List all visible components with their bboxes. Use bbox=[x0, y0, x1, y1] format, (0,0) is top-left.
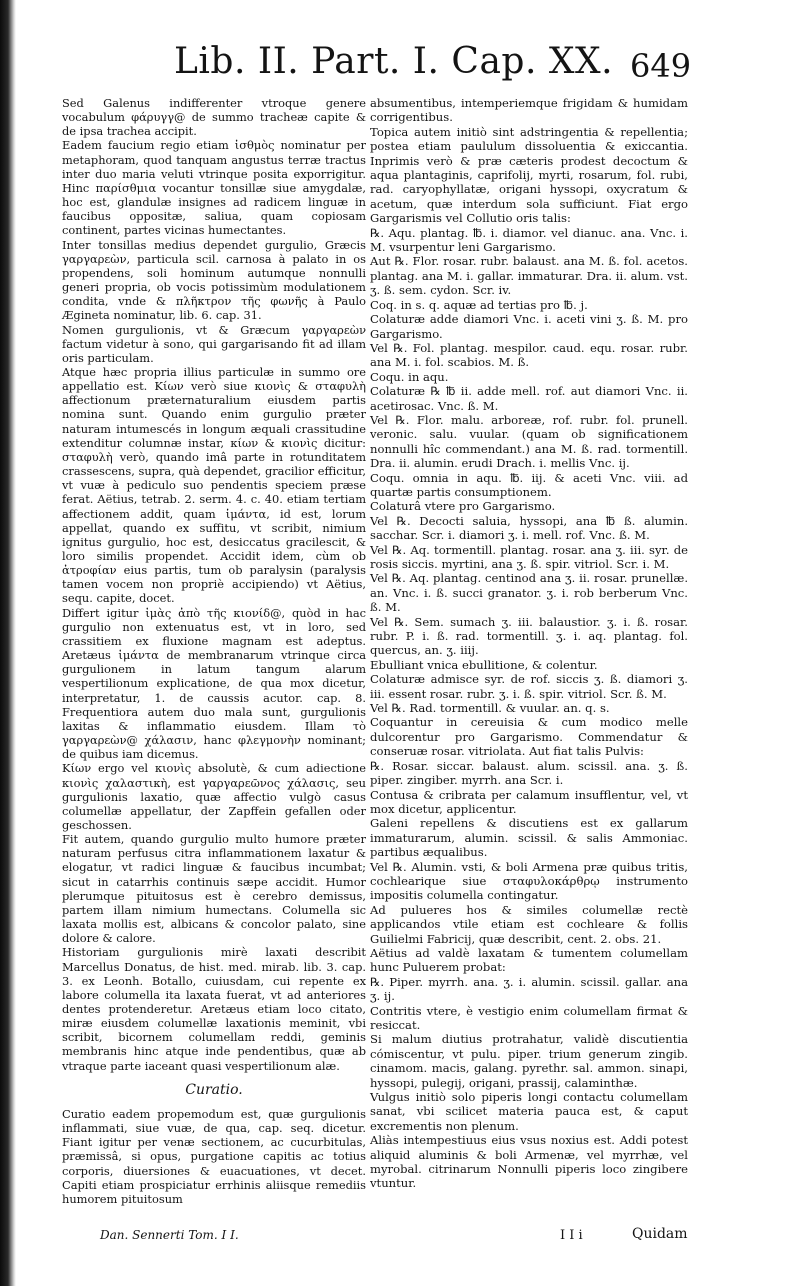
recipe-line: ℞. Aqu. plantag. ℔. i. diamor. vel dianuc. ana. Vnc. i. M. vsurpentur leni Gargarismo. bbox=[370, 225, 688, 255]
paragraph: Aëtius ad valdè laxatam & tumentem columellam hunc Puluerem probat: bbox=[370, 945, 688, 975]
paragraph: absumentibus, intemperiemque frigidam & humidam corrigentibus. bbox=[370, 96, 688, 125]
recipe-line: ℞. Piper. myrrh. ana. ʒ. i. alumin. scissil. gallar. ana ʒ. ij. bbox=[370, 974, 688, 1004]
paragraph: Coquantur in cereuisia & cum modico melle dulcorentur pro Gargarismo. Commendatur & conseruæ rosar. vitriolata. Aut fiat talis Pulvis: bbox=[370, 715, 688, 759]
recipe-line: Vel ℞. Aq. plantag. centinod ana ʒ. ii. rosar. prunellæ. an. Vnc. i. ß. succi granator. ʒ. i. rob berberum Vnc. ß. M. bbox=[370, 571, 688, 615]
paragraph: Curatio eadem propemodum est, quæ gurgulionis inflammati, siue vuæ, de qua, cap. seq. dicetur. Fiant igitur per venæ sectionem, ac cucurbitulas, præmissâ, si opus, purgatione capitis ac totius corporis, diuersiones & euacuationes, vt decet. Capiti etiam prospiciatur errhinis aliisque remediis humorem pituitosum bbox=[62, 1106, 366, 1206]
paragraph: Inter tonsillas medius dependet gurgulio, Græcis γαργαρεὼν, particula scil. carnosa à palato in os propendens, soli hominum autumque nonnulli generi propria, ob vocis potissimùm modulationem condita, vnde & πλῆκτρον τῆς φωνῆς à Paulo Ægineta nominatur, lib. 6. cap. 31. bbox=[62, 237, 366, 323]
paragraph: Differt igitur ἱμὰς ἀπὸ τῆς κιονίδ@, quòd in hac gurgulio non extenuatus est, vt in loro, sed crassitiem ex fluxione magnam est adeptus. Aretæus ἱμάντα de membranarum vtrinque circa gurgulionem in latum tangum alarum vespertilionum explicatione, de qua mox dicetur, interpretatur, 1. de caussis acutor. cap. 8. Frequentiora autem duo mala sunt, gurgulionis laxitas & inflammatio eiusdem. Illam τὸ γαργαρεὼν@ χάλασιν, hanc φλεγμονὴν nominant; de quibus iam dicemus. bbox=[62, 605, 366, 762]
right-text-column bbox=[370, 96, 688, 1191]
recipe-line: Vel ℞. Sem. sumach ʒ. iii. balaustior. ʒ. i. ß. rosar. rubr. P. i. ß. rad. tormentill. ʒ. i. aq. plantag. fol. quercus, an. ʒ. iiij. bbox=[370, 614, 688, 658]
paragraph: Atque hæc propria illius particulæ in summo ore appellatio est. Κίων verò siue κιονὶς & σταφυλὴ affectionum præternaturalium eiusdem partis nomina sunt. Quando enim gurgulio præter naturam intumescés in longum æquali crassitudine extenditur columnæ instar, κίων & κιονὶς dicitur: σταφυλὴ verò, quando imâ parte in rotunditatem crassescens, supra, quà dependet, gracilior efficitur, vt vuæ à pediculo suo pendentis speciem præse ferat. Aëtius, tetrab. 2. serm. 4. c. 40. etiam tertiam affectionem addit, quam ἱμάντα, id est, lorum appellat, quando ex suffitu, vt scribit, nimium ignitus gurgulio, hoc est, desiccatus gracilescit, & loro similis propendet. Accidit idem, cùm ob ἀτροφίαν eius partis, tum ob paralysin (paralysis tamen vocem non propriè accipiendo) vt Aëtius, sequ. capite, docet. bbox=[62, 364, 366, 606]
paragraph: Fit autem, quando gurgulio multo humore præter naturam perfusus citra inflammationem laxatur & elogatur, vt radici linguæ & faucibus incumbat; sicut in catarrhis continuis sæpe accidit. Humor plerumque pituitosus est è cerebro demissus, partem illam nimium humectans. Columella sic laxata mollis est, albicans & concolor palato, sine dolore & calore. bbox=[62, 832, 366, 946]
recipe-line: Coqu. omnia in aqu. ℔. iij. & aceti Vnc. viii. ad quartæ partis consumptionem. bbox=[370, 470, 688, 499]
paragraph: Vulgus initiò solo piperis longi contactu columellam sanat, vbi scilicet materia pauca est, & caput excrementis non plenum. bbox=[370, 1090, 688, 1133]
recipe-line: Colaturæ admisce syr. de rof. siccis ʒ. ß. diamori ʒ. iii. essent rosar. rubr. ʒ. i. ß. spir. vitriol. Scr. ß. M. bbox=[370, 672, 688, 701]
recipe-line: Colaturâ vtere pro Gargarismo. bbox=[370, 499, 556, 514]
recipe-line: Coqu. in aqu. bbox=[370, 369, 449, 384]
page-binding-edge bbox=[0, 0, 16, 1286]
paragraph: Historiam gurgulionis mirè laxati describit Marcellus Donatus, de hist. med. mirab. lib. 3. cap. 3. ex Leonh. Botallo, cuiusdam, cui repente ex labore columella ita laxata fuerat, vt ad anteriores dentes protenderetur. Aretæus etiam loco citato, miræ eiusdem columellæ laxationis meminit, vbi scribit, bicornem columellam reddi, geminis membranis hinc atque inde pendentibus, quæ ab vtraque parte iaceant quasi vespertilionum alæ. bbox=[62, 945, 366, 1073]
recipe-line: Coq. in s. q. aquæ ad tertias pro ℔. j. bbox=[370, 297, 588, 312]
page-number: 649 bbox=[630, 47, 692, 85]
paragraph: Nomen gurgulionis, vt & Græcum γαργαρεὼν factum videtur à sono, qui gargarisando fit ad illam oris particulam. bbox=[62, 322, 366, 365]
recipe-line: Aut ℞. Flor. rosar. rubr. balaust. ana M. ß. fol. acetos. plantag. ana M. i. gallar. immaturar. Dra. ii. alum. vst. ʒ. ß. sem. cydon. Scr. iv. bbox=[370, 254, 688, 298]
section-heading: Curatio. bbox=[185, 1081, 243, 1098]
paragraph: Contritis vtere, è vestigio enim columellam firmat & resiccat. bbox=[370, 1003, 688, 1032]
paragraph: Contusa & cribrata per calamum insufflentur, vel, vt mox dicetur, applicentur. bbox=[370, 787, 688, 816]
paragraph: Κίων ergo vel κιονὶς absolutè, & cum adiectione κιονὶς χαλαστικὴ, est γαργαρεῶνος χάλασις, seu gurgulionis laxatio, quæ affectio vulgò casus columellæ appellatur, der Zapffein gefallen oder geschossen. bbox=[62, 761, 366, 832]
recipe-line: Ebulliant vnica ebullitione, & colentur. bbox=[370, 657, 598, 672]
recipe-line: Vel ℞. Aq. tormentill. plantag. rosar. ana ʒ. iii. syr. de rosis siccis. myrtini, ana ʒ. ß. spir. vitriol. Scr. i. M. bbox=[370, 542, 688, 571]
paragraph: Vel ℞. Alumin. vsti, & boli Armena præ quibus tritis, cochlearique siue σταφυλοκάρθρῳ instrumento impositis columella contingatur. bbox=[370, 859, 688, 903]
running-header-title: Lib. II. Part. I. Cap. XX. bbox=[174, 41, 614, 82]
paragraph: Si malum diutius protrahatur, validè discutientia cómiscentur, vt pulu. piper. trium generum zingib. cinamom. macis, galang. pyrethr. sal. ammon. sinapi, hyssopi, pulegij, origani, prassij, calaminthæ. bbox=[370, 1032, 688, 1090]
paragraph: Aliàs intempestiuus eius vsus noxius est. Addi potest aliquid aluminis & boli Armenæ, vel myrrhæ, vel myrobal. citrinarum Nonnulli piperis loco zingibere vtuntur. bbox=[370, 1133, 688, 1191]
paragraph: Sed Galenus indifferenter vtroque genere vocabulum φάρυγγ@ de summo tracheæ capite & de ipsa trachea accipit. bbox=[62, 96, 366, 139]
left-text-column bbox=[62, 96, 366, 1206]
paragraph: Topica autem initiò sint adstringentia & repellentia; postea etiam paululum dissoluentia & exiccantia. Inprimis verò & præ cæteris prodest decoctum & aqua plantaginis, caprifolij, myrti, rosarum, fol. rubi, rad. caryophyllatæ, origani hyssopi, oxycratum & acetum, quæ interdum sola sufficiunt. Fiat ergo Gargarismis vel Collutio oris talis: bbox=[370, 124, 688, 226]
recipe-line: Vel ℞. Flor. malu. arboreæ, rof. rubr. fol. prunell. veronic. salu. vuular. (quam ob significationem nonnulli hîc commendant.) ana M. ß. rad. tormentill. Dra. ii. alumin. erudi Drach. i. mellis Vnc. ij. bbox=[370, 412, 688, 471]
recipe-line: Colaturæ adde diamori Vnc. i. aceti vini ʒ. ß. M. pro Gargarismo. bbox=[370, 312, 688, 341]
recipe-line: Vel ℞. Decocti saluia, hyssopi, ana ℔ ß. alumin. sacchar. Scr. i. diamori ʒ. i. mell. rof. Vnc. ß. M. bbox=[370, 513, 688, 543]
recipe-line: ℞. Rosar. siccar. balaust. alum. scissil. ana. ʒ. ß. piper. zingiber. myrrh. ana Scr. i. bbox=[370, 758, 688, 788]
recipe-line: Vel ℞. Fol. plantag. mespilor. caud. equ. rosar. rubr. ana M. i. fol. scabios. M. ß. bbox=[370, 340, 688, 370]
paragraph: Ad pulueres hos & similes columellæ rectè applicandos vtile etiam est cochleare & follis Guilielmi Fabricij, quæ describit, cent. 2. obs. 21. bbox=[370, 902, 688, 946]
catchword: Quidam bbox=[632, 1226, 688, 1242]
signature-mark: I I i bbox=[560, 1228, 583, 1243]
paragraph: Eadem faucium regio etiam ἰσθμὸς nominatur per metaphoram, quod tanquam angustus terræ tractus inter duo maria veluti vtrinque posita exporrigitur. Hinc παρίσθμια vocantur tonsillæ siue amygdalæ, hoc est, glandulæ insignes ad radicem linguæ in faucibus oppositæ, saliua, quam copiosam continent, partes vicinas humectantes. bbox=[62, 138, 366, 238]
recipe-line: Colaturæ ℞ ℔ ii. adde mell. rof. aut diamori Vnc. ii. acetirosac. Vnc. ß. M. bbox=[370, 384, 688, 413]
paragraph: Galeni repellens & discutiens est ex gallarum immaturarum, alumin. scissil. & salis Ammoniac. partibus æqualibus. bbox=[370, 816, 688, 860]
footer-author-line: Dan. Sennerti Tom. I I. bbox=[100, 1228, 239, 1242]
recipe-line: Vel ℞. Rad. tormentill. & vuular. an. q. s. bbox=[370, 701, 610, 716]
